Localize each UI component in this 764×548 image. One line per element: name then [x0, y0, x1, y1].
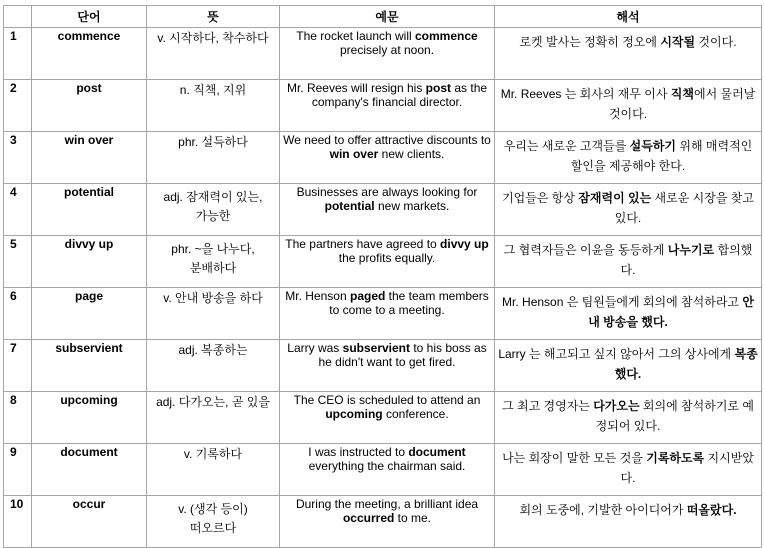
meaning-line: v. 기록하다	[183, 447, 243, 461]
sentence-segment: The rocket launch will	[296, 29, 415, 43]
translation-text	[495, 496, 762, 548]
highlighted-word: paged	[349, 289, 386, 303]
row-number: 7	[4, 340, 32, 392]
sentence-segment: 로켓 발사는 정확히 정오에	[519, 35, 661, 49]
highlighted-word: 기록하도록	[646, 451, 705, 465]
sentence-segment: I was instructed to	[308, 445, 409, 459]
row-number: 4	[4, 184, 32, 236]
translation-text	[495, 444, 762, 496]
vocab-word: win over	[32, 132, 147, 184]
table-row	[4, 184, 762, 236]
translation-text	[495, 392, 762, 444]
translation-text	[495, 132, 762, 184]
sentence-segment: 그 최고 경영자는	[502, 399, 594, 413]
sentence-segment: to his boss as he didn't want to get fired.	[318, 341, 487, 369]
example-sentence	[280, 28, 495, 80]
table-row	[4, 496, 762, 548]
highlighted-word: 직책	[670, 87, 694, 101]
row-number: 8	[4, 392, 32, 444]
translation-text	[495, 288, 762, 340]
row-number: 2	[4, 80, 32, 132]
highlighted-word: win over	[329, 147, 379, 161]
sentence-segment: 우리는 새로운 고객들를	[503, 139, 630, 153]
vocabulary-sheet	[3, 5, 762, 548]
word-meaning	[147, 28, 280, 80]
table-row	[4, 132, 762, 184]
row-number: 9	[4, 444, 32, 496]
meaning-line: 떠오르다	[189, 521, 237, 535]
sentence-segment: 것이다.	[695, 35, 737, 49]
example-sentence	[280, 80, 495, 132]
table-row	[4, 28, 762, 80]
highlighted-word: commence	[415, 29, 478, 43]
sentence-segment: the team members to come to a meeting.	[329, 289, 489, 317]
highlighted-word: 설득하기	[629, 139, 677, 153]
meaning-line: adj. 잠재력이 있는,	[163, 190, 263, 204]
word-meaning	[147, 80, 280, 132]
table-row	[4, 444, 762, 496]
vocab-word: commence	[32, 28, 147, 80]
sentence-segment: precisely at noon.	[339, 43, 435, 57]
vocab-word: subservient	[32, 340, 147, 392]
header-translation: 해석	[495, 6, 762, 28]
sentence-segment: Businesses are always looking for	[296, 185, 478, 199]
translation-text	[495, 80, 762, 132]
highlighted-word: 시작될	[660, 35, 696, 49]
translation-text	[495, 340, 762, 392]
vocab-word: upcoming	[32, 392, 147, 444]
table-body	[4, 28, 762, 548]
meaning-line: phr. ~을 나누다,	[171, 242, 255, 256]
highlighted-word: upcoming	[325, 407, 383, 421]
sentence-segment: 지시받았다.	[620, 451, 754, 485]
sentence-segment: During the meeting, a brilliant idea	[295, 497, 479, 511]
sentence-segment: 합의했다.	[620, 243, 753, 277]
highlighted-word: 안내 방송을 했다.	[588, 295, 754, 329]
highlighted-word: 잠재력이 있는	[578, 191, 652, 205]
sentence-segment: 에서 물러날 것이다.	[608, 87, 756, 121]
sentence-segment: 회의에 참석하기로 예정되어 있다.	[595, 399, 754, 433]
vocab-word: page	[32, 288, 147, 340]
header-row	[4, 6, 762, 28]
word-meaning	[147, 496, 280, 548]
example-sentence	[280, 340, 495, 392]
translation-text	[495, 184, 762, 236]
sentence-segment: everything the chairman said.	[308, 459, 466, 473]
word-meaning	[147, 236, 280, 288]
sentence-segment: 기업들은 항상	[502, 191, 579, 205]
highlighted-word: 다가오는	[593, 399, 640, 413]
sentence-segment: as the company's financial director.	[311, 81, 488, 109]
highlighted-word: 복종했다.	[614, 347, 758, 381]
meaning-line: 분배하다	[189, 261, 237, 275]
meaning-line: 가능한	[195, 209, 231, 223]
meaning-line: phr. 설득하다	[178, 135, 248, 149]
example-sentence	[280, 496, 495, 548]
sentence-segment: Mr. Reeves will resign his	[286, 81, 426, 95]
sentence-segment: Larry was	[287, 341, 343, 355]
meaning-line: n. 직책, 지위	[179, 83, 247, 97]
meaning-line: v. 안내 방송을 하다	[163, 291, 263, 305]
table-row	[4, 340, 762, 392]
word-meaning	[147, 184, 280, 236]
table-row	[4, 392, 762, 444]
highlighted-word: subservient	[342, 341, 410, 355]
sentence-segment: Larry 는 해고되고 싶지 않아서 그의 상사에게	[498, 347, 735, 361]
word-meaning	[147, 444, 280, 496]
header-number	[4, 6, 32, 28]
table-row	[4, 288, 762, 340]
meaning-line: v. 시작하다, 착수하다	[157, 31, 269, 45]
row-number: 1	[4, 28, 32, 80]
vocab-word: document	[32, 444, 147, 496]
example-sentence	[280, 236, 495, 288]
table-row	[4, 80, 762, 132]
sentence-segment: 위해 매력적인 할인을 제공해야 한다.	[570, 139, 753, 173]
header-example: 예문	[280, 6, 495, 28]
vocab-word: divvy up	[32, 236, 147, 288]
sentence-segment: 나는 회장이 말한 모든 것을	[502, 451, 647, 465]
row-number: 3	[4, 132, 32, 184]
highlighted-word: 떠올랐다.	[686, 503, 737, 517]
sentence-segment: Mr. Henson 은 팀원들에게 회의에 참석하라고	[502, 295, 743, 309]
sentence-segment: Mr. Reeves 는 회사의 재무 이사	[500, 87, 671, 101]
translation-text	[495, 28, 762, 80]
sentence-segment: 회의 도중에, 기발한 아이디어가	[519, 503, 687, 517]
vocabulary-table	[3, 5, 762, 548]
meaning-line: adj. 다가오는, 곧 있을	[156, 395, 270, 409]
meaning-line: adj. 복종하는	[178, 343, 248, 357]
table-row	[4, 236, 762, 288]
sentence-segment: The partners have agreed to	[285, 237, 441, 251]
header-meaning: 뜻	[147, 6, 280, 28]
sentence-segment: the profits equally.	[338, 251, 436, 265]
highlighted-word: post	[425, 81, 452, 95]
row-number: 6	[4, 288, 32, 340]
highlighted-word: potential	[324, 199, 375, 213]
example-sentence	[280, 392, 495, 444]
highlighted-word: 나누기로	[667, 243, 715, 257]
sentence-segment: Mr. Henson	[285, 289, 350, 303]
sentence-segment: 그 협력자들은 이윤을 동등하게	[503, 243, 668, 257]
word-meaning	[147, 132, 280, 184]
highlighted-word: occurred	[342, 511, 395, 525]
highlighted-word: divvy up	[440, 237, 489, 251]
vocab-word: occur	[32, 496, 147, 548]
meaning-line: v. (생각 등이)	[178, 502, 248, 516]
sentence-segment: The CEO is scheduled to attend an	[293, 393, 481, 407]
sentence-segment: new markets.	[374, 199, 450, 213]
sentence-segment: conference.	[382, 407, 449, 421]
sentence-segment: to me.	[394, 511, 432, 525]
vocab-word: potential	[32, 184, 147, 236]
vocab-word: post	[32, 80, 147, 132]
example-sentence	[280, 132, 495, 184]
sentence-segment: new clients.	[378, 147, 445, 161]
sentence-segment: We need to offer attractive discounts to	[283, 133, 491, 147]
word-meaning	[147, 288, 280, 340]
word-meaning	[147, 392, 280, 444]
example-sentence	[280, 184, 495, 236]
example-sentence	[280, 444, 495, 496]
row-number: 10	[4, 496, 32, 548]
header-word: 단어	[32, 6, 147, 28]
example-sentence	[280, 288, 495, 340]
sentence-segment: 새로운 시장을 찾고 있다.	[614, 191, 754, 225]
row-number: 5	[4, 236, 32, 288]
translation-text	[495, 236, 762, 288]
word-meaning	[147, 340, 280, 392]
highlighted-word: document	[408, 445, 466, 459]
